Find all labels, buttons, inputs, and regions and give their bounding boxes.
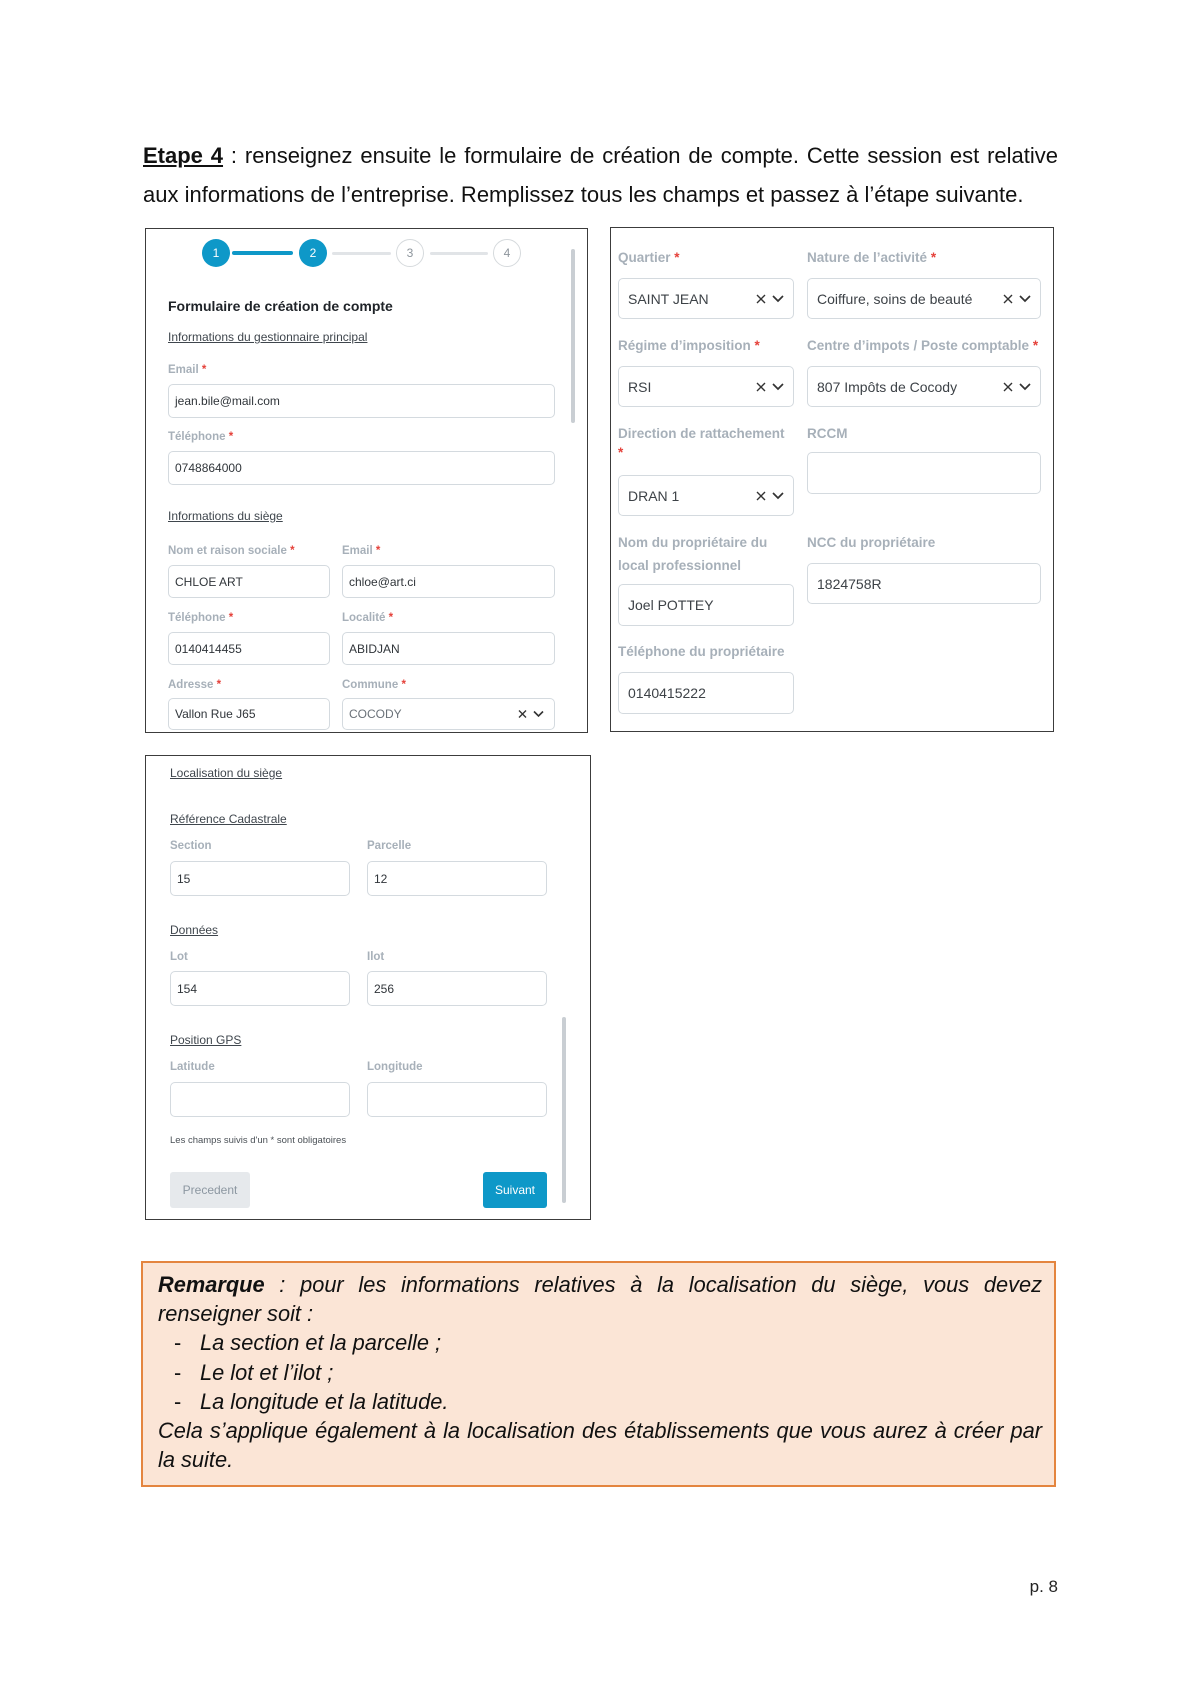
section-label: Section xyxy=(170,840,212,852)
rccm-field[interactable] xyxy=(807,452,1041,494)
label-text: Commune xyxy=(342,679,399,691)
list-bullet: - xyxy=(174,1330,182,1356)
required-asterisk: * xyxy=(1032,338,1039,353)
siege-phone-field[interactable]: 0140414455 xyxy=(168,632,330,665)
remark-lead: Remarque xyxy=(158,1272,265,1297)
clear-icon[interactable] xyxy=(756,491,766,501)
clear-icon[interactable] xyxy=(756,382,766,392)
manager-phone-field[interactable]: 0748864000 xyxy=(168,451,555,485)
longitude-label: Longitude xyxy=(367,1061,423,1073)
required-asterisk: * xyxy=(290,545,295,557)
siege-location-screenshot xyxy=(145,755,591,1220)
ilot-label: Ilot xyxy=(367,951,385,963)
tax-regime-select[interactable] xyxy=(618,366,794,407)
tax-center-value: 807 Impôts de Cocody xyxy=(817,378,958,395)
step-4-indicator[interactable]: 4 xyxy=(493,239,521,267)
required-asterisk: * xyxy=(228,612,234,624)
cadastral-section-heading: Référence Cadastrale xyxy=(170,812,287,826)
list-item xyxy=(158,1387,1042,1416)
lot-field[interactable]: 154 xyxy=(170,971,350,1006)
commune-value: COCODY xyxy=(349,707,402,721)
owner-phone-label: Téléphone du propriétaire xyxy=(618,644,785,659)
required-asterisk: * xyxy=(754,338,760,353)
form-title: Formulaire de création de compte xyxy=(168,298,393,314)
account-form-screenshot xyxy=(145,228,588,733)
list-item-text: La longitude et la latitude. xyxy=(200,1388,449,1414)
activity-value: Coiffure, soins de beauté xyxy=(817,290,973,307)
scrollbar[interactable] xyxy=(571,249,575,423)
label-text: Téléphone xyxy=(168,612,226,624)
required-asterisk: * xyxy=(401,679,406,691)
label-text: Localité xyxy=(342,612,386,624)
lot-label: Lot xyxy=(170,951,188,963)
tax-regime-label xyxy=(618,338,760,354)
required-asterisk: * xyxy=(618,445,624,460)
directorate-value: DRAN 1 xyxy=(628,487,680,504)
label-text: Nom et raison sociale xyxy=(168,545,287,557)
label-text: Quartier xyxy=(618,250,671,265)
district-label xyxy=(618,250,680,266)
label-text: Email xyxy=(168,364,199,376)
siege-email-field[interactable]: chloe@art.ci xyxy=(342,565,555,598)
label-text: Téléphone xyxy=(168,431,226,443)
directorate-label: Direction de rattachement xyxy=(618,426,785,441)
tax-center-label xyxy=(807,338,1038,354)
activity-select[interactable] xyxy=(807,278,1041,319)
scrollbar[interactable] xyxy=(562,1017,566,1203)
locality-field[interactable]: ABIDJAN xyxy=(342,632,555,665)
remark-intro xyxy=(158,1270,1042,1328)
chevron-down-icon[interactable] xyxy=(772,492,784,500)
step-connector-done xyxy=(232,251,293,255)
clear-icon[interactable] xyxy=(756,294,766,304)
label-text: Nature de l’activité xyxy=(807,250,928,265)
list-bullet: - xyxy=(174,1359,182,1385)
chevron-down-icon[interactable] xyxy=(772,383,784,391)
gps-section-heading: Position GPS xyxy=(170,1033,242,1047)
previous-button[interactable]: Precedent xyxy=(170,1172,250,1208)
step-label: Etape 4 xyxy=(143,143,224,168)
remark-conclusion: Cela s’applique également à la localisation des établissements que vous aurez à créer par la suite. xyxy=(158,1418,1042,1473)
owner-ncc-field[interactable]: 1824758R xyxy=(807,563,1041,604)
tax-center-select[interactable] xyxy=(807,366,1041,407)
directorate-select[interactable] xyxy=(618,475,794,516)
chevron-down-icon[interactable] xyxy=(772,295,784,303)
chevron-down-icon[interactable] xyxy=(1019,295,1031,303)
clear-icon[interactable] xyxy=(518,710,527,719)
list-item xyxy=(158,1358,1042,1387)
required-asterisk: * xyxy=(228,431,234,443)
label-text: Email xyxy=(342,545,373,557)
step-1-indicator[interactable]: 1 xyxy=(202,239,230,267)
list-item xyxy=(158,1328,1042,1357)
address-field[interactable]: Vallon Rue J65 xyxy=(168,698,330,730)
owner-ncc-label: NCC du propriétaire xyxy=(807,535,936,550)
required-asterisk: * xyxy=(375,545,381,557)
data-section-heading: Données xyxy=(170,923,219,937)
siege-email-label xyxy=(342,544,380,558)
commune-select[interactable] xyxy=(342,698,555,730)
required-asterisk: * xyxy=(674,250,680,265)
intro-paragraph xyxy=(143,136,1058,214)
tax-regime-value: RSI xyxy=(628,378,652,395)
latitude-label: Latitude xyxy=(170,1061,215,1073)
district-select[interactable] xyxy=(618,278,794,319)
intro-text: : renseignez ensuite le formulaire de création de compte. Cette session est relative aux informations de l’entreprise. Remplissez tous les champs et passez à l’étape suivante. xyxy=(143,143,1058,207)
siege-section-heading: Informations du siège xyxy=(168,509,283,523)
label-text: Adresse xyxy=(168,679,214,691)
ilot-field[interactable]: 256 xyxy=(367,971,547,1006)
step-connector-pending xyxy=(430,252,488,255)
list-item-text: Le lot et l’ilot ; xyxy=(200,1359,334,1385)
next-button[interactable]: Suivant xyxy=(483,1172,547,1208)
manager-phone-label xyxy=(168,430,233,444)
required-fields-note: Les champs suivis d'un * sont obligatoires xyxy=(170,1135,347,1146)
required-asterisk: * xyxy=(388,612,394,624)
address-label xyxy=(168,678,221,692)
step-3-indicator[interactable]: 3 xyxy=(396,239,424,267)
locality-label xyxy=(342,611,393,625)
company-details-screenshot xyxy=(610,227,1054,732)
company-name-field[interactable]: CHLOE ART xyxy=(168,565,330,598)
required-asterisk: * xyxy=(930,250,937,265)
owner-name-field[interactable]: Joel POTTEY xyxy=(618,584,794,626)
list-item-text: La section et la parcelle ; xyxy=(200,1330,442,1356)
rccm-label: RCCM xyxy=(807,426,848,441)
clear-icon[interactable] xyxy=(1003,382,1013,392)
list-bullet: - xyxy=(174,1388,182,1414)
owner-name-label: Nom du propriétaire du local professionnel xyxy=(618,535,768,573)
manager-email-label xyxy=(168,363,206,377)
commune-label xyxy=(342,678,406,692)
label-text: Centre d’impots / Poste comptable xyxy=(807,338,1030,353)
step-connector-pending xyxy=(332,252,391,255)
owner-phone-field[interactable]: 0140415222 xyxy=(618,672,794,714)
required-asterisk: * xyxy=(201,364,207,376)
siege-phone-label xyxy=(168,611,233,625)
chevron-down-icon[interactable] xyxy=(533,711,544,718)
section-field[interactable]: 15 xyxy=(170,861,350,896)
parcel-field[interactable]: 12 xyxy=(367,861,547,896)
remark-text: : pour les informations relatives à la localisation du siège, vous devez renseigner soit : xyxy=(158,1272,1042,1327)
required-asterisk: * xyxy=(216,679,222,691)
manager-email-field[interactable]: jean.bile@mail.com xyxy=(168,384,555,418)
district-value: SAINT JEAN xyxy=(628,290,709,307)
label-text: Régime d’imposition xyxy=(618,338,751,353)
parcel-label: Parcelle xyxy=(367,840,412,852)
remark-box xyxy=(141,1261,1056,1487)
step-2-indicator[interactable]: 2 xyxy=(299,239,327,267)
activity-label xyxy=(807,250,936,266)
company-name-label xyxy=(168,544,295,558)
longitude-field[interactable] xyxy=(367,1082,547,1117)
latitude-field[interactable] xyxy=(170,1082,350,1117)
manager-section-heading: Informations du gestionnaire principal xyxy=(168,330,368,344)
chevron-down-icon[interactable] xyxy=(1019,383,1031,391)
clear-icon[interactable] xyxy=(1003,294,1013,304)
location-section-heading: Localisation du siège xyxy=(170,766,283,780)
page-number: p. 8 xyxy=(1029,1577,1058,1596)
